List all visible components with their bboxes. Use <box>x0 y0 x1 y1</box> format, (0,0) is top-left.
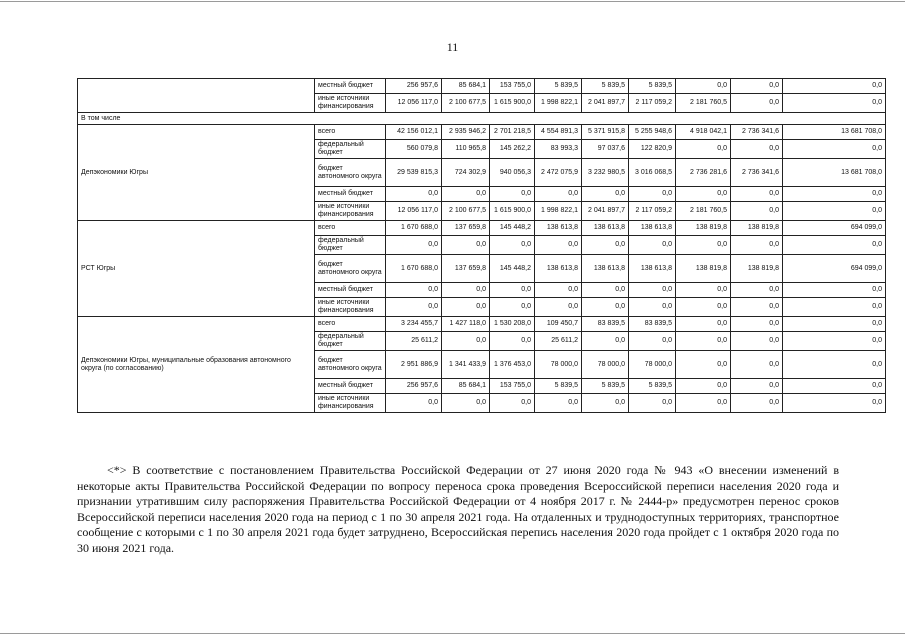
value-cell: 2 100 677,5 <box>442 94 490 113</box>
value-cell: 78 000,0 <box>629 351 676 379</box>
value-cell: 2 951 886,9 <box>386 351 442 379</box>
value-cell: 0,0 <box>676 394 731 413</box>
value-cell: 0,0 <box>490 394 535 413</box>
value-cell: 1 615 900,0 <box>490 94 535 113</box>
organization-cell: Депэкономики Югры, муниципальные образования автономного округа (по согласованию) <box>78 317 315 413</box>
value-cell: 5 255 948,6 <box>629 125 676 140</box>
value-cell: 0,0 <box>783 236 886 255</box>
value-cell: 0,0 <box>386 187 442 202</box>
value-cell: 0,0 <box>582 283 629 298</box>
value-cell: 0,0 <box>731 79 783 94</box>
bottom-scan-edge <box>0 633 905 634</box>
value-cell: 137 659,8 <box>442 221 490 236</box>
value-cell: 2 041 897,7 <box>582 202 629 221</box>
value-cell: 137 659,8 <box>442 255 490 283</box>
funding-source-cell: федеральный бюджет <box>315 236 386 255</box>
value-cell: 0,0 <box>386 236 442 255</box>
value-cell: 138 819,8 <box>731 255 783 283</box>
value-cell: 97 037,6 <box>582 140 629 159</box>
value-cell: 0,0 <box>731 94 783 113</box>
value-cell: 2 736 341,6 <box>731 125 783 140</box>
value-cell: 138 819,8 <box>676 221 731 236</box>
funding-source-cell: всего <box>315 221 386 236</box>
value-cell: 153 755,0 <box>490 379 535 394</box>
value-cell: 4 554 891,3 <box>535 125 582 140</box>
value-cell: 138 613,8 <box>582 255 629 283</box>
value-cell: 1 376 453,0 <box>490 351 535 379</box>
funding-table <box>77 78 886 413</box>
value-cell: 0,0 <box>442 187 490 202</box>
value-cell: 0,0 <box>490 187 535 202</box>
value-cell: 2 181 760,5 <box>676 202 731 221</box>
value-cell: 145 448,2 <box>490 221 535 236</box>
value-cell: 0,0 <box>731 298 783 317</box>
value-cell: 0,0 <box>490 298 535 317</box>
value-cell: 0,0 <box>582 187 629 202</box>
value-cell: 2 935 946,2 <box>442 125 490 140</box>
value-cell: 0,0 <box>731 283 783 298</box>
value-cell: 0,0 <box>676 379 731 394</box>
value-cell: 0,0 <box>582 298 629 317</box>
value-cell: 138 613,8 <box>582 221 629 236</box>
value-cell: 1 530 208,0 <box>490 317 535 332</box>
value-cell: 0,0 <box>442 298 490 317</box>
value-cell: 0,0 <box>676 283 731 298</box>
value-cell: 0,0 <box>676 351 731 379</box>
value-cell: 138 819,8 <box>676 255 731 283</box>
value-cell: 1 998 822,1 <box>535 94 582 113</box>
value-cell: 560 079,8 <box>386 140 442 159</box>
funding-source-cell: местный бюджет <box>315 187 386 202</box>
value-cell: 0,0 <box>442 283 490 298</box>
value-cell: 109 450,7 <box>535 317 582 332</box>
value-cell: 138 613,8 <box>535 221 582 236</box>
value-cell: 0,0 <box>731 317 783 332</box>
table-row <box>78 317 886 332</box>
funding-source-cell: иные источники финансирования <box>315 202 386 221</box>
value-cell: 0,0 <box>731 202 783 221</box>
value-cell: 2 117 059,2 <box>629 94 676 113</box>
value-cell: 0,0 <box>731 379 783 394</box>
value-cell: 138 613,8 <box>629 221 676 236</box>
value-cell: 0,0 <box>676 332 731 351</box>
value-cell: 3 016 068,5 <box>629 159 676 187</box>
value-cell: 29 539 815,3 <box>386 159 442 187</box>
value-cell: 724 302,9 <box>442 159 490 187</box>
value-cell: 0,0 <box>442 236 490 255</box>
value-cell: 25 611,2 <box>535 332 582 351</box>
funding-table-body <box>78 79 886 413</box>
value-cell: 5 839,5 <box>535 379 582 394</box>
funding-source-cell: бюджет автономного округа <box>315 159 386 187</box>
value-cell: 0,0 <box>783 79 886 94</box>
in-total-row <box>78 113 886 125</box>
value-cell: 0,0 <box>676 79 731 94</box>
organization-cell: Депэкономики Югры <box>78 125 315 221</box>
value-cell: 0,0 <box>731 351 783 379</box>
value-cell: 0,0 <box>629 187 676 202</box>
value-cell: 0,0 <box>582 332 629 351</box>
value-cell: 0,0 <box>629 283 676 298</box>
funding-source-cell: всего <box>315 125 386 140</box>
value-cell: 145 448,2 <box>490 255 535 283</box>
value-cell: 0,0 <box>442 332 490 351</box>
value-cell: 2 736 341,6 <box>731 159 783 187</box>
value-cell: 0,0 <box>783 283 886 298</box>
value-cell: 2 100 677,5 <box>442 202 490 221</box>
value-cell: 5 839,5 <box>582 379 629 394</box>
funding-source-cell: местный бюджет <box>315 379 386 394</box>
page-number: 11 <box>446 40 459 54</box>
value-cell: 256 957,6 <box>386 379 442 394</box>
funding-source-cell: бюджет автономного округа <box>315 255 386 283</box>
footnote: <*> В соответствие с постановлением Правительства Российской Федерации от 27 июня 2020 года № 943 «О внесении изменений в некоторые акты Правительства Российской Федерации по вопросу переноса срока проведения Всероссийской переписи населения 2020 года и признании утратившим силу распоряжения Правительства Российской Федерации от 4 ноября 2017 г. № 2444-р» предусмотрен перенос сроков Всероссийской переписи населения 2020 года на период с 1 по 30 апреля 2021 года. На отдаленных и труднодоступных территориях, транспортное сообщение с которыми с 1 по 30 апреля 2021 года будет затруднено, Всероссийская перепись населения 2020 года пройдет с 1 октября 2020 года по 30 июня 2021 года. <box>77 463 839 555</box>
value-cell: 0,0 <box>535 283 582 298</box>
value-cell: 0,0 <box>783 187 886 202</box>
table-row <box>78 125 886 140</box>
value-cell: 3 232 980,5 <box>582 159 629 187</box>
funding-source-cell: иные источники финансирования <box>315 94 386 113</box>
value-cell: 83 839,5 <box>629 317 676 332</box>
value-cell: 0,0 <box>629 236 676 255</box>
value-cell: 145 262,2 <box>490 140 535 159</box>
value-cell: 85 684,1 <box>442 79 490 94</box>
value-cell: 0,0 <box>386 298 442 317</box>
funding-source-cell: иные источники финансирования <box>315 394 386 413</box>
value-cell: 2 736 281,6 <box>676 159 731 187</box>
value-cell: 0,0 <box>582 236 629 255</box>
value-cell: 0,0 <box>783 94 886 113</box>
value-cell: 4 918 042,1 <box>676 125 731 140</box>
value-cell: 940 056,3 <box>490 159 535 187</box>
value-cell: 0,0 <box>731 187 783 202</box>
value-cell: 0,0 <box>783 351 886 379</box>
value-cell: 13 681 708,0 <box>783 159 886 187</box>
value-cell: 694 099,0 <box>783 221 886 236</box>
value-cell: 0,0 <box>442 394 490 413</box>
value-cell: 0,0 <box>676 187 731 202</box>
value-cell: 0,0 <box>535 298 582 317</box>
value-cell: 0,0 <box>629 394 676 413</box>
value-cell: 78 000,0 <box>535 351 582 379</box>
funding-source-cell: федеральный бюджет <box>315 332 386 351</box>
value-cell: 83 993,3 <box>535 140 582 159</box>
value-cell: 2 701 218,5 <box>490 125 535 140</box>
value-cell: 12 056 117,0 <box>386 202 442 221</box>
value-cell: 0,0 <box>731 236 783 255</box>
value-cell: 2 041 897,7 <box>582 94 629 113</box>
value-cell: 12 056 117,0 <box>386 94 442 113</box>
table-row <box>78 221 886 236</box>
value-cell: 0,0 <box>731 394 783 413</box>
value-cell: 0,0 <box>582 394 629 413</box>
value-cell: 138 819,8 <box>731 221 783 236</box>
value-cell: 3 234 455,7 <box>386 317 442 332</box>
value-cell: 0,0 <box>783 202 886 221</box>
funding-source-cell: местный бюджет <box>315 79 386 94</box>
value-cell: 5 839,5 <box>535 79 582 94</box>
value-cell: 1 615 900,0 <box>490 202 535 221</box>
value-cell: 2 117 059,2 <box>629 202 676 221</box>
value-cell: 0,0 <box>676 140 731 159</box>
value-cell: 694 099,0 <box>783 255 886 283</box>
value-cell: 0,0 <box>490 332 535 351</box>
value-cell: 1 998 822,1 <box>535 202 582 221</box>
value-cell: 0,0 <box>783 379 886 394</box>
value-cell: 0,0 <box>676 298 731 317</box>
value-cell: 5 839,5 <box>629 79 676 94</box>
value-cell: 0,0 <box>783 394 886 413</box>
value-cell: 0,0 <box>783 332 886 351</box>
value-cell: 0,0 <box>731 332 783 351</box>
value-cell: 85 684,1 <box>442 379 490 394</box>
in-total-label: В том числе <box>78 113 886 125</box>
value-cell: 2 181 760,5 <box>676 94 731 113</box>
funding-source-cell: всего <box>315 317 386 332</box>
value-cell: 83 839,5 <box>582 317 629 332</box>
value-cell: 42 156 012,1 <box>386 125 442 140</box>
value-cell: 5 371 915,8 <box>582 125 629 140</box>
table-row <box>78 79 886 94</box>
value-cell: 256 957,6 <box>386 79 442 94</box>
organization-cell: РСТ Югры <box>78 221 315 317</box>
funding-source-cell: бюджет автономного округа <box>315 351 386 379</box>
value-cell: 0,0 <box>783 317 886 332</box>
value-cell: 1 670 688,0 <box>386 255 442 283</box>
value-cell: 25 611,2 <box>386 332 442 351</box>
value-cell: 0,0 <box>386 394 442 413</box>
funding-source-cell: федеральный бюджет <box>315 140 386 159</box>
value-cell: 1 341 433,9 <box>442 351 490 379</box>
value-cell: 110 965,8 <box>442 140 490 159</box>
value-cell: 0,0 <box>535 394 582 413</box>
value-cell: 5 839,5 <box>582 79 629 94</box>
value-cell: 0,0 <box>783 140 886 159</box>
value-cell: 0,0 <box>783 298 886 317</box>
value-cell: 0,0 <box>490 283 535 298</box>
value-cell: 0,0 <box>386 283 442 298</box>
value-cell: 78 000,0 <box>582 351 629 379</box>
value-cell: 13 681 708,0 <box>783 125 886 140</box>
value-cell: 138 613,8 <box>629 255 676 283</box>
value-cell: 138 613,8 <box>535 255 582 283</box>
value-cell: 5 839,5 <box>629 379 676 394</box>
value-cell: 0,0 <box>535 236 582 255</box>
value-cell: 0,0 <box>676 317 731 332</box>
value-cell: 0,0 <box>629 298 676 317</box>
value-cell: 1 670 688,0 <box>386 221 442 236</box>
value-cell: 2 472 075,9 <box>535 159 582 187</box>
organization-cell <box>78 79 315 113</box>
top-scan-edge <box>0 1 905 2</box>
value-cell: 0,0 <box>676 236 731 255</box>
value-cell: 0,0 <box>731 140 783 159</box>
value-cell: 1 427 118,0 <box>442 317 490 332</box>
value-cell: 122 820,9 <box>629 140 676 159</box>
value-cell: 0,0 <box>535 187 582 202</box>
value-cell: 153 755,0 <box>490 79 535 94</box>
value-cell: 0,0 <box>629 332 676 351</box>
value-cell: 0,0 <box>490 236 535 255</box>
funding-source-cell: иные источники финансирования <box>315 298 386 317</box>
funding-source-cell: местный бюджет <box>315 283 386 298</box>
